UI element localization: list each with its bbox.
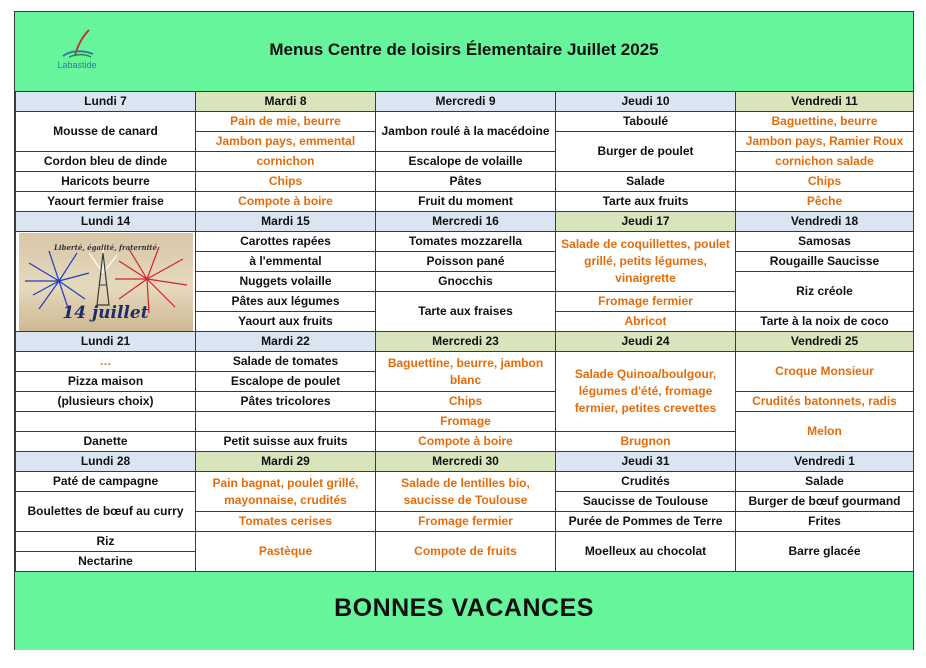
menu-item: Brugnon — [556, 432, 736, 452]
photo-caption: 14 juillet — [62, 302, 149, 323]
menu-item: Tarte aux fruits — [556, 192, 736, 212]
table-row — [16, 472, 914, 492]
menu-item: Frites — [736, 512, 914, 532]
menu-item: Boulettes de bœuf au curry — [16, 492, 196, 532]
logo-subtitle: st Pierre — [67, 69, 87, 75]
menu-item: Purée de Pommes de Terre — [556, 512, 736, 532]
day-header: Lundi 28 — [16, 452, 196, 472]
menu-item: Tarte à la noix de coco — [736, 312, 914, 332]
menu-item: Burger de poulet — [556, 132, 736, 172]
menu-item: Barre glacée — [736, 532, 914, 572]
menu-item: Compote à boire — [376, 432, 556, 452]
menu-item: Pâtes tricolores — [196, 392, 376, 412]
menu-item: à l'emmental — [196, 252, 376, 272]
empty-cell — [16, 412, 196, 432]
menu-item: Escalope de poulet — [196, 372, 376, 392]
fireworks-image — [19, 233, 193, 331]
menu-item: Carottes rapées — [196, 232, 376, 252]
menu-item: Baguettine, beurre — [736, 112, 914, 132]
empty-cell — [196, 412, 376, 432]
menu-item: Salade — [736, 472, 914, 492]
menu-item: Crudités — [556, 472, 736, 492]
menu-item: Moelleux au chocolat — [556, 532, 736, 572]
menu-item: Salade de coquillettes, poulet grillé, petits légumes, vinaigrette — [556, 232, 736, 292]
menu-item: Cordon bleu de dinde — [16, 152, 196, 172]
menu-item: Escalope de volaille — [376, 152, 556, 172]
menu-item: Pâtes aux légumes — [196, 292, 376, 312]
table-row — [16, 192, 914, 212]
menu-item: Compote à boire — [196, 192, 376, 212]
menu-item: Salade — [556, 172, 736, 192]
menu-item: cornichon salade — [736, 152, 914, 172]
table-row — [16, 392, 914, 412]
menu-item: Burger de bœuf gourmand — [736, 492, 914, 512]
menu-item: Poisson pané — [376, 252, 556, 272]
table-row — [16, 212, 914, 232]
menu-item: Jambon pays, emmental — [196, 132, 376, 152]
table-row — [16, 92, 914, 112]
menu-item: Chips — [376, 392, 556, 412]
table-row — [16, 232, 914, 252]
menu-item: Gnocchis — [376, 272, 556, 292]
menu-item: Nuggets volaille — [196, 272, 376, 292]
menu-item: Baguettine, beurre, jambon blanc — [376, 352, 556, 392]
menu-item: Pizza maison — [16, 372, 196, 392]
menu-item: Danette — [16, 432, 196, 452]
day-header: Vendredi 11 — [736, 92, 914, 112]
footer-band — [15, 571, 913, 650]
menu-item: Rougaille Saucisse — [736, 252, 914, 272]
menu-item: Melon — [736, 412, 914, 452]
day-header: Jeudi 31 — [556, 452, 736, 472]
day-header: Vendredi 25 — [736, 332, 914, 352]
menu-item: Tomates mozzarella — [376, 232, 556, 252]
day-header: Lundi 14 — [16, 212, 196, 232]
day-header: Jeudi 24 — [556, 332, 736, 352]
day-header: Mercredi 23 — [376, 332, 556, 352]
day-header: Mardi 29 — [196, 452, 376, 472]
menu-table — [15, 91, 914, 572]
menu-item: Saucisse de Toulouse — [556, 492, 736, 512]
menu-item: Pastèque — [196, 532, 376, 572]
menu-item: Petit suisse aux fruits — [196, 432, 376, 452]
day-header: Vendredi 18 — [736, 212, 914, 232]
menu-item: Chips — [736, 172, 914, 192]
day-header: Mercredi 16 — [376, 212, 556, 232]
menu-item: Pêche — [736, 192, 914, 212]
table-row — [16, 332, 914, 352]
menu-item: … — [16, 352, 196, 372]
menu-item: Salade de tomates — [196, 352, 376, 372]
table-row — [16, 452, 914, 472]
logo-name: Labastide — [57, 60, 97, 70]
menu-item: Salade de lentilles bio, saucisse de Toulouse — [376, 472, 556, 512]
menu-item: Fromage fermier — [556, 292, 736, 312]
day-header: Mardi 8 — [196, 92, 376, 112]
day-header: Mercredi 30 — [376, 452, 556, 472]
menu-item: Fromage fermier — [376, 512, 556, 532]
menu-item: Samosas — [736, 232, 914, 252]
day-header: Mardi 15 — [196, 212, 376, 232]
menu-item: Croque Monsieur — [736, 352, 914, 392]
menu-item: Fromage — [376, 412, 556, 432]
menu-item: Nectarine — [16, 552, 196, 572]
menu-item: Jambon pays, Ramier Roux — [736, 132, 914, 152]
table-row — [16, 112, 914, 132]
menu-item: Riz créole — [736, 272, 914, 312]
photo-motto: Liberté, égalité, fraternité — [54, 242, 157, 252]
page-title: Menus Centre de loisirs Élementaire Juillet 2025 — [269, 40, 659, 59]
menu-item: Mousse de canard — [16, 112, 196, 152]
table-row — [16, 412, 914, 432]
menu-item: Chips — [196, 172, 376, 192]
menu-item: Haricots beurre — [16, 172, 196, 192]
menu-item: Pain bagnat, poulet grillé, mayonnaise, crudités — [196, 472, 376, 512]
menu-item: Fruit du moment — [376, 192, 556, 212]
table-row — [16, 352, 914, 372]
table-row — [16, 172, 914, 192]
menu-item: Riz — [16, 532, 196, 552]
bastille-day-photo — [16, 232, 196, 332]
menu-item: Tomates cerises — [196, 512, 376, 532]
menu-item: Yaourt fermier fraise — [16, 192, 196, 212]
menu-item: Compote de fruits — [376, 532, 556, 572]
day-header: Lundi 7 — [16, 92, 196, 112]
menu-item: Tarte aux fraises — [376, 292, 556, 332]
menu-item: Salade Quinoa/boulgour, légumes d'été, fromage fermier, petites crevettes — [556, 352, 736, 432]
menu-item: (plusieurs choix) — [16, 392, 196, 412]
header-band — [15, 12, 913, 92]
footer-message: BONNES VACANCES — [334, 594, 594, 622]
menu-item: Jambon roulé à la macédoine — [376, 112, 556, 152]
table-row — [16, 532, 914, 552]
menu-item: Crudités batonnets, radis — [736, 392, 914, 412]
day-header: Vendredi 1 — [736, 452, 914, 472]
menu-item: cornichon — [196, 152, 376, 172]
day-header: Mardi 22 — [196, 332, 376, 352]
day-header: Jeudi 10 — [556, 92, 736, 112]
menu-item: Yaourt aux fruits — [196, 312, 376, 332]
day-header: Jeudi 17 — [556, 212, 736, 232]
menu-item: Taboulé — [556, 112, 736, 132]
day-header: Lundi 21 — [16, 332, 196, 352]
menu-item: Abricot — [556, 312, 736, 332]
menu-item: Pain de mie, beurre — [196, 112, 376, 132]
menu-item: Pâtes — [376, 172, 556, 192]
table-row — [16, 152, 914, 172]
menu-item: Paté de campagne — [16, 472, 196, 492]
menu-sheet — [14, 11, 914, 650]
day-header: Mercredi 9 — [376, 92, 556, 112]
